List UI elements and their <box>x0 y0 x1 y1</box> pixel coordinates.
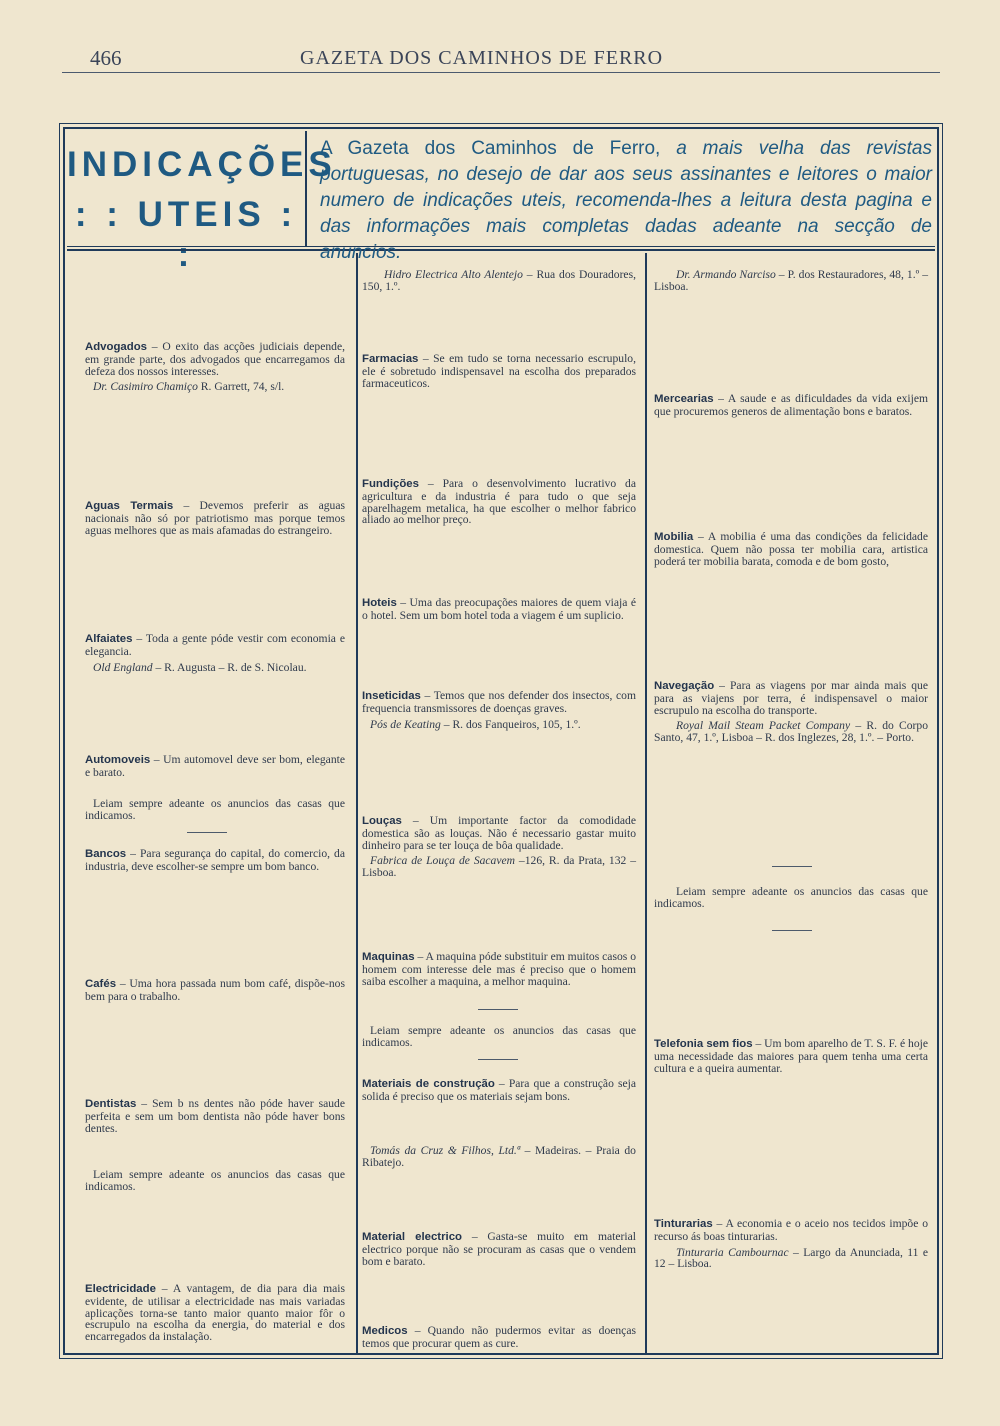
separator-dash <box>187 832 227 833</box>
entry-heading: Louças <box>362 815 402 827</box>
separator-dash <box>772 866 812 867</box>
entry-text: – A economia e o aceio nos tecidos impõe o recurso ás boas tinturarias. <box>654 1217 928 1243</box>
entry-text: – Para as viagens por mar ainda mais que para as viajens por terra, é indispensavel o maior escrupulo na escolha do transporte. <box>654 679 928 717</box>
entry-heading: Alfaiates <box>85 633 133 645</box>
column-divider-2 <box>645 253 647 1353</box>
intro-paragraph <box>320 136 932 263</box>
entry-heading: Material electrico <box>362 1231 462 1243</box>
entry-farmacias <box>362 353 636 389</box>
entry-heading: Navegação <box>654 680 715 692</box>
separator-dash <box>478 1059 518 1060</box>
entry-fundicoes <box>362 478 636 526</box>
entry-armando-narciso <box>654 269 928 293</box>
entry-medicos <box>362 1325 636 1350</box>
entry-tinturarias <box>654 1218 928 1270</box>
header-rule <box>62 72 940 73</box>
entry-ref-tail: R. Garrett, 74, s/l. <box>197 380 285 394</box>
entry-navegacao <box>654 680 928 744</box>
entry-leiam <box>85 798 345 822</box>
entry-text: Leiam sempre adeante os anuncios das casas que indicamos. <box>654 885 928 910</box>
entry-leiam <box>85 1169 345 1193</box>
separator-dash <box>478 1009 518 1010</box>
entry-heading: Farmacias <box>362 353 419 365</box>
entry-cafes <box>85 978 345 1003</box>
entry-bancos <box>85 848 345 873</box>
entry-ref: Pós de Keating <box>370 717 441 731</box>
entry-text: – Um bom aparelho de T. S. F. é hoje uma necessidade das maiores para quem tenha uma certa cultura e a queira aumentar. <box>654 1037 928 1075</box>
entry-hidro-electrica <box>362 269 636 293</box>
entry-mobilia <box>654 531 928 567</box>
entry-leiam <box>362 1025 636 1049</box>
entry-text: Leiam sempre adeante os anuncios das casas que indicamos. <box>85 797 345 822</box>
entry-maquinas <box>362 951 636 987</box>
entry-text: – Um importante factor da comodidade domestica são as louças. Não é necessario gastar muito dinheiro para se ter louça de bôa qualidade. <box>362 814 636 852</box>
entry-ref: Old England <box>93 660 153 674</box>
entry-heading: Hoteis <box>362 597 397 609</box>
entry-text: – O exito das acções judiciais depende, em grande parte, dos advogados que encarregamos da defeza dos nossos interesses. <box>85 340 345 378</box>
entry-text: – A mobilia é uma das condições da felicidade domestica. Quem não possa ter mobilia cara, artistica poderá ter mobilia barata, comoda e de bom gosto, <box>654 530 928 568</box>
entry-ref: Tomás da Cruz & Filhos, Ltd.ª <box>370 1144 521 1157</box>
entry-alfaiates <box>85 633 345 673</box>
entry-heading: Telefonia sem fios <box>654 1038 753 1050</box>
section-title <box>67 131 337 274</box>
entry-text: – Para que a construção seja solida é preciso que os materiais sejam bons. <box>362 1077 636 1103</box>
entry-ref: Fabrica de Louça de Sacavem <box>370 854 516 868</box>
entry-text: – A vantagem, de dia para dia mais evidente, de utilisar a electricidade nas mais variadas aplicações torna-se tanto maior quanto maior fôr o escrupulo na escolha da energia, do material e dos encarregados da instalação. <box>85 1282 345 1344</box>
entry-loucas <box>362 815 636 879</box>
entry-heading: Tinturarias <box>654 1218 713 1230</box>
section-title-line2: : : UTEIS : : <box>74 195 298 274</box>
entry-electricidade <box>85 1283 345 1343</box>
entry-text: – Gasta-se muito em material electrico porque não se procuram as casas que o vendem bom e barato. <box>362 1230 636 1268</box>
entry-text: – Toda a gente póde vestir com economia e elegancia. <box>85 632 345 658</box>
entry-heading: Dentistas <box>85 1098 137 1110</box>
entry-text: – Um automovel deve ser bom, elegante e barato. <box>85 753 345 779</box>
entry-ref: Dr. Armando Narciso <box>676 268 776 281</box>
entry-ref-tail: –126, R. da Prata, 132 – Lisboa. <box>362 854 636 880</box>
entry-heading: Automoveis <box>85 754 151 766</box>
entry-ref-tail: – Largo da Anunciada, 11 e 12 – Lisboa. <box>654 1245 928 1271</box>
separator-dash <box>772 930 812 931</box>
entry-hoteis <box>362 597 636 622</box>
entry-aguas-termais <box>85 500 345 536</box>
entry-automoveis <box>85 754 345 779</box>
entry-heading: Aguas Termais <box>85 500 174 512</box>
section-title-line1: INDICAÇÕES <box>67 145 337 184</box>
entry-dentistas <box>85 1098 345 1134</box>
running-head: GAZETA DOS CAMINHOS DE FERRO <box>300 47 664 69</box>
entry-ref-tail: – Rua dos Douradores, 150, 1.º. <box>362 268 636 293</box>
entry-heading: Medicos <box>362 1325 408 1337</box>
entry-heading: Inseticidas <box>362 690 421 702</box>
entry-ref: Royal Mail Steam Packet Company <box>676 719 851 733</box>
entry-text: – Temos que nos defender dos insectos, com frequencia transmissores de doenças graves. <box>362 689 636 715</box>
entry-text: – Uma hora passada num bom café, dispõe-nos bem para o trabalho. <box>85 977 345 1003</box>
entry-text: – Quando não pudermos evitar as doenças temos que procurar quem as cure. <box>362 1324 636 1350</box>
entry-mercearias <box>654 393 928 418</box>
entry-leiam <box>654 886 928 910</box>
entry-material-electrico <box>362 1231 636 1267</box>
entry-text: – Sem b ns dentes não póde haver saude perfeita e sem um bom dentista não póde haver bons dentes. <box>85 1097 345 1135</box>
entry-heading: Bancos <box>85 848 127 860</box>
column-divider-1 <box>356 253 358 1353</box>
entry-text: Leiam sempre adeante os anuncios das casas que indicamos. <box>362 1024 636 1049</box>
title-divider <box>305 131 307 246</box>
entry-text: – Se em tudo se torna necessario escrupulo, ele é sobretudo indispensavel na escolha dos preparados farmaceuticos. <box>362 352 636 390</box>
entry-ref: Tinturaria Cambournac <box>676 1245 789 1259</box>
entry-text: – Uma das preocupações maiores de quem viaja é o hotel. Sem um bom hotel toda a viagem é um suplicio. <box>362 596 636 622</box>
entry-ref-tail: – R. do Corpo Santo, 47, 1.º, Lisboa – R. dos Inglezes, 28, 1.º. – Porto. <box>654 719 928 745</box>
entry-ref-tail: – Madeiras. – Praia do Ribatejo. <box>362 1144 636 1169</box>
entry-heading: Cafés <box>85 978 117 990</box>
entry-inseticidas <box>362 690 636 730</box>
entry-heading: Advogados <box>85 341 148 353</box>
entry-ref-tail: – R. Augusta – R. de S. Nicolau. <box>152 660 307 674</box>
title-rule-double <box>67 249 935 251</box>
entry-heading: Mercearias <box>654 393 714 405</box>
entry-heading: Electricidade <box>85 1283 156 1295</box>
entry-telefonia <box>654 1038 928 1074</box>
page-number: 466 <box>90 46 122 70</box>
entry-heading: Maquinas <box>362 951 415 963</box>
entry-advogados <box>85 341 345 393</box>
entry-text: – Para segurança do capital, do comercio, da industria, deve escolher-se sempre um bom banco. <box>85 847 345 873</box>
entry-text: – Para o desenvolvimento lucrativo da agricultura e da industria é para tudo o que seja aparelhagem metalica, ha que escolher o melhor fabrico aliado ao melhor preço. <box>362 477 636 527</box>
intro-lead: A Gazeta dos Caminhos de Ferro, <box>320 138 661 159</box>
entry-text: – A maquina póde substituir em muitos casos o homem com interesse dele mas é preciso que o homem saiba escolher a maquina, a melhor maquina. <box>362 950 636 988</box>
entry-ref-tail: – R. dos Fanqueiros, 105, 1.º. <box>440 717 581 731</box>
entry-heading: Mobilia <box>654 531 694 543</box>
entry-text: – A saude e as dificuldades da vida exijem que procuremos generos de alimentação bons e baratos. <box>654 392 928 418</box>
entry-heading: Fundições <box>362 478 419 490</box>
entry-ref-tail: – P. dos Restauradores, 48, 1.º – Lisboa. <box>654 268 928 293</box>
title-rule <box>67 246 935 247</box>
entry-ref: Dr. Casimiro Chamiço <box>93 380 198 394</box>
entry-text: – Devemos preferir as aguas nacionais não só por patriotismo mas porque temos aguas melhores que as mais afamadas do estrangeiro. <box>85 499 345 537</box>
entry-ref: Hidro Electrica Alto Alentejo <box>384 268 523 281</box>
entry-text: Leiam sempre adeante os anuncios das casas que indicamos. <box>85 1168 345 1193</box>
entry-tomas-da-cruz <box>362 1145 636 1169</box>
intro-text: a mais velha das revistas portuguesas, no desejo de dar aos seus assinantes e leitores o maior numero de indicações uteis, recomenda-lhes a leitura desta pagina e das informações mais completas dadas adeante na secção de anuncios. <box>320 138 932 263</box>
entry-heading: Materiais de construção <box>362 1078 495 1090</box>
entry-materiais-construcao <box>362 1078 636 1103</box>
